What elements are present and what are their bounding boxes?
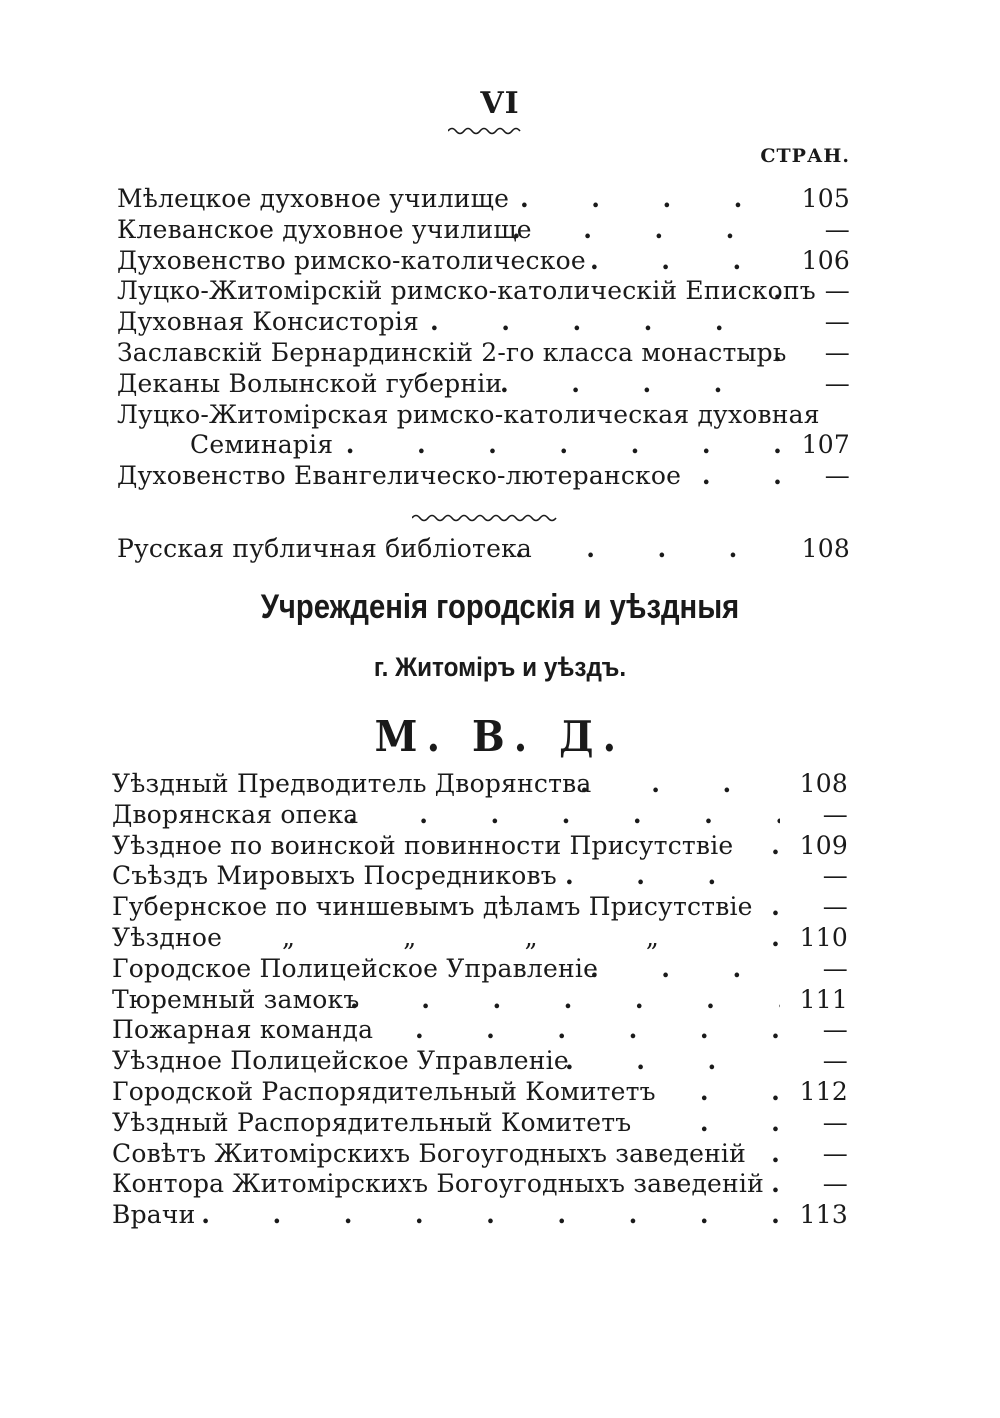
toc-entry-page: — [824,307,850,337]
toc-entry-title: Уѣздный Предводитель Дворянства [112,769,592,798]
leader-dots [590,246,782,277]
heading-sub: г. Житоміръ и уѣздъ. [373,652,627,682]
toc-entry [0,954,1000,985]
leader-dots [760,338,782,369]
toc-entry-title: Заславскій Бернардинскій 2-го класса монастырь [117,337,787,367]
toc-entry-page: 108 [799,769,848,798]
toc-entry-page: 110 [799,922,848,952]
heading-dept: М. В. Д. [374,712,626,761]
page-number: VI [480,86,520,121]
toc-entry [0,246,1000,277]
toc-entry-title: Уѣздный Распорядительный Комитетъ [112,1107,632,1137]
toc-entry [0,861,1000,892]
toc-entry-page: — [822,1046,848,1076]
toc-entry-title: Духовенство римско-католическое [117,245,586,275]
toc-entry [0,1139,1000,1170]
leader-dots [340,430,782,461]
toc-entry [0,769,1000,800]
toc-entry-title: Уѣздное по воинской повинности Присутствіе [112,830,734,860]
heading-main: Учрежденія городскія и уѣздныя [260,588,740,626]
toc-entry-title: Дворянская опека [112,799,359,829]
leader-dots [740,1169,780,1200]
toc-entry-page: — [822,1138,848,1168]
toc-entry [0,985,1000,1016]
toc-entry-title: Духовенство Евангелическо-лютеранское [117,461,682,491]
toc-entry [0,892,1000,923]
toc-entry-page: — [822,1169,848,1199]
toc-entry-title: Городской Распорядительный Комитетъ [112,1076,656,1106]
leader-dots [740,1139,780,1170]
toc-entry-title: Контора Житомірскихъ Богоугодныхъ заведеній [112,1169,764,1199]
toc-entry [0,1077,1000,1108]
toc-section-2 [0,534,1000,565]
toc-entry-title: Пожарная команда [112,1015,374,1045]
leader-dots [580,769,780,800]
ornament-top [448,126,522,136]
leader-dots [520,184,782,215]
toc-entry-title: Луцко-Житомірская римско-католическая духовная [117,399,820,429]
leader-dots [740,892,780,923]
toc-section-1 [0,184,1000,492]
leader-dots [650,1077,780,1108]
toc-entry [0,800,1000,831]
toc-entry-page: — [822,861,848,891]
leader-dots [348,800,780,831]
toc-entry-page: 109 [799,830,848,860]
toc-entry [0,461,1000,492]
leader-dots [565,861,780,892]
toc-entry [0,1046,1000,1077]
toc-entry-title: Уѣздное [112,922,223,952]
toc-entry-title: Луцко-Житомірскій римско-католическій Епископъ [117,276,816,306]
toc-entry-title: Русская публичная библіотека [117,534,533,563]
toc-entry [0,923,1000,954]
toc-entry-page: — [824,461,850,491]
toc-entry [0,307,1000,338]
toc-entry-page: 112 [799,1076,848,1106]
toc-entry-title: Тюремный замокъ [112,984,360,1014]
toc-entry [0,400,1000,431]
toc-entry-page: — [822,1015,848,1045]
leader-dots [740,923,780,954]
leader-dots [400,1015,780,1046]
toc-entry [0,831,1000,862]
toc-entry [0,1015,1000,1046]
toc-entry-page: — [824,368,850,398]
toc-entry [0,276,1000,307]
leader-dots [650,461,782,492]
toc-section-3 [0,769,1000,1231]
toc-entry-page: — [824,337,850,367]
toc-entry-title: Клеванское духовное училище [117,214,532,244]
toc-entry [0,184,1000,215]
toc-entry-title: Мѣлецкое духовное училище [117,184,510,213]
leader-dots [740,831,780,862]
toc-entry-page: — [822,953,848,983]
toc-entry-page: 108 [801,534,850,563]
leader-dots [512,215,782,246]
toc-entry-page: — [824,214,850,244]
toc-entry-title: Уѣздное Полицейское Управленіе [112,1046,569,1076]
leader-dots [650,1108,780,1139]
leader-dots [500,369,782,400]
toc-entry-page: — [822,1107,848,1137]
toc-entry-page: — [824,276,850,306]
toc-entry-title: Духовная Консисторія [117,307,419,337]
toc-entry-page: — [822,892,848,922]
ornament-divider [412,513,560,523]
toc-entry [0,1200,1000,1231]
toc-entry-page: 111 [799,984,848,1014]
toc-entry-title: Городское Полицейское Управленіе [112,953,599,983]
toc-entry-page: 113 [799,1200,848,1230]
toc-entry [0,534,1000,565]
toc-entry-page: — [822,799,848,829]
toc-entry-title: Семинарія [190,430,334,460]
toc-entry-title: Врачи [112,1200,196,1230]
leader-dots [760,276,782,307]
toc-entry [0,1169,1000,1200]
toc-entry-title: Совѣтъ Житомірскихъ Богоугодныхъ заведеній [112,1138,746,1168]
leader-dots [515,534,782,565]
toc-entry [0,430,1000,461]
toc-entry-title: Губернское по чиншевымъ дѣламъ Присутствіе [112,892,753,922]
toc-entry-title: Деканы Волынской губерніи [117,368,503,398]
ditto-marks: „ „ „ „ [282,922,660,952]
toc-entry [0,369,1000,400]
toc-entry-page: 106 [801,245,850,275]
toc-entry [0,215,1000,246]
toc-entry-page: 105 [801,184,850,213]
toc-entry [0,1108,1000,1139]
leader-dots [430,307,782,338]
toc-entry-page: 107 [801,430,850,460]
leader-dots [590,954,780,985]
leader-dots [565,1046,780,1077]
page-column-label: СТРАН. [760,145,850,167]
leader-dots [350,985,780,1016]
toc-entry-title: Съѣздъ Мировыхъ Посредниковъ [112,861,557,891]
toc-entry [0,338,1000,369]
leader-dots [190,1200,780,1231]
